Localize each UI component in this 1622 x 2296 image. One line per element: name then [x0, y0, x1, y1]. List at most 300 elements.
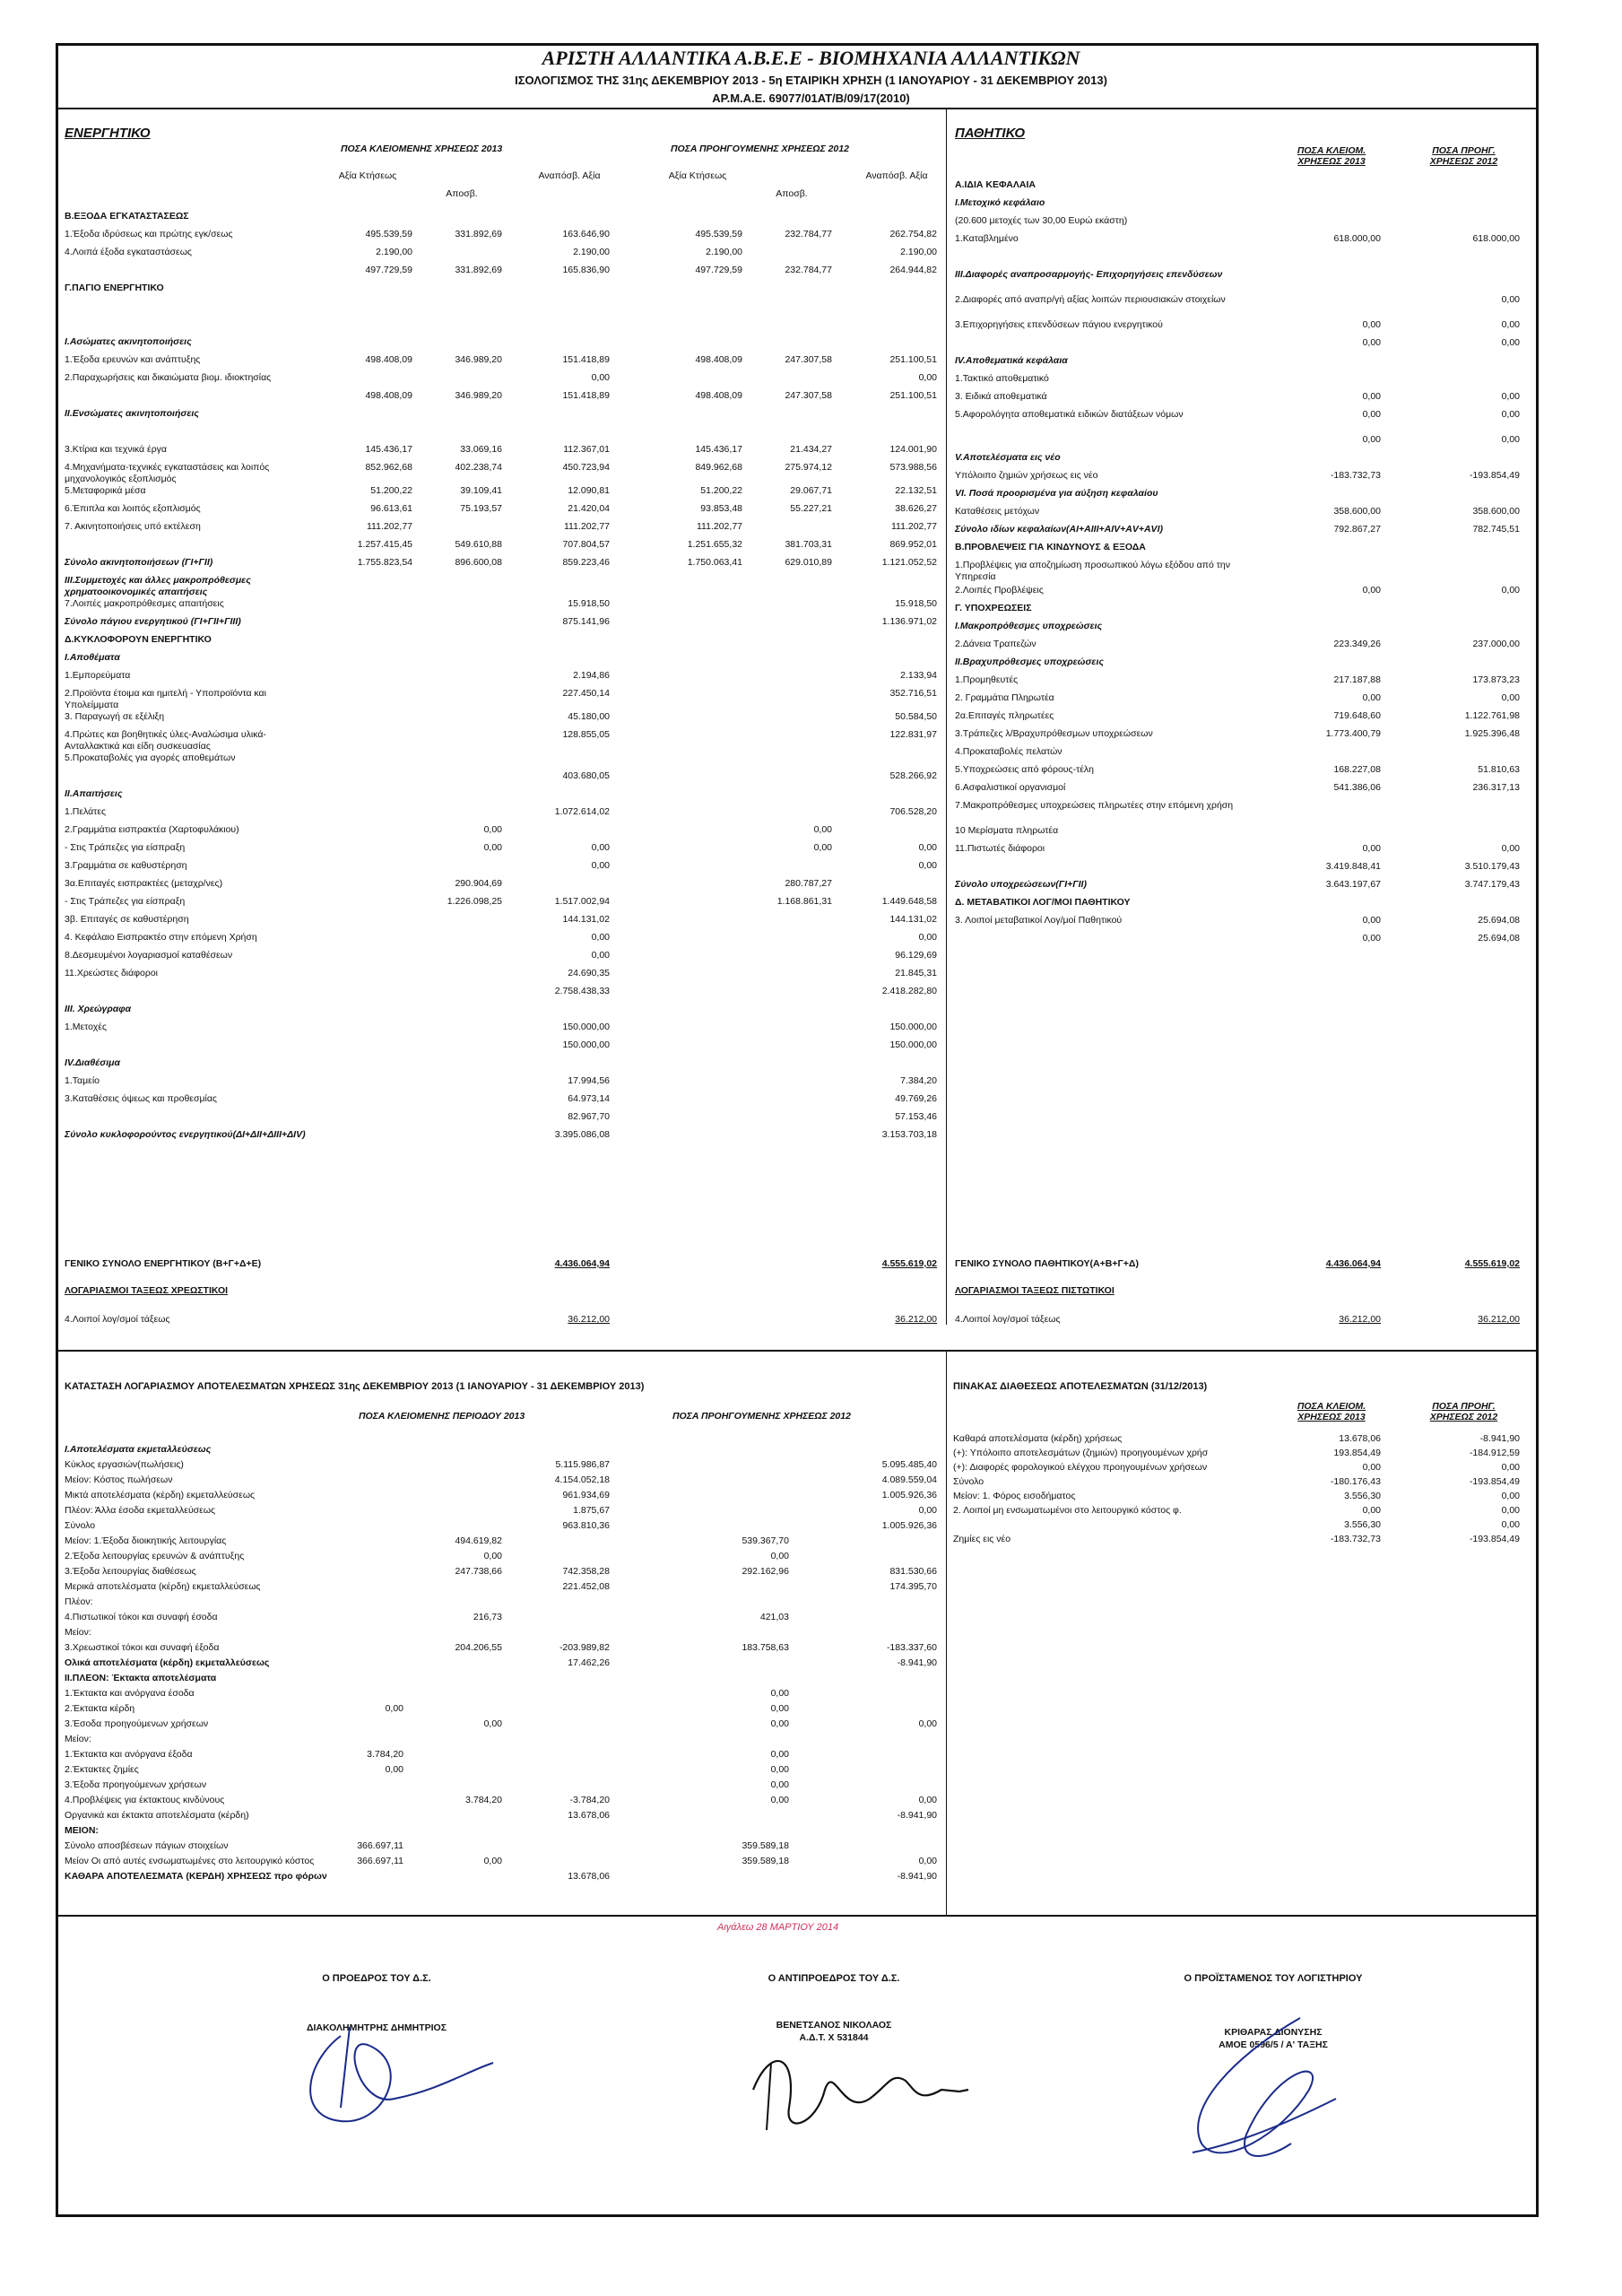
asset-row-value: 3.395.086,08 [554, 1129, 610, 1140]
income-row-value: 5.095.485,40 [881, 1459, 937, 1470]
asset-row-label: Β.ΕΞΟΔΑ ΕΓΚΑΤΑΣΤΑΣΕΩΣ [65, 211, 189, 222]
liab-memo-2012: 36.212,00 [1478, 1314, 1520, 1325]
asset-row-value: 0,00 [591, 932, 610, 943]
asset-row-value: 290.904,69 [455, 878, 502, 889]
income-row-value: 0,00 [770, 1764, 789, 1775]
liability-row-label: Σύνολο υποχρεώσεων(ΓΙ+ΓΙΙ) [955, 879, 1087, 890]
liability-row-label: 1.Τακτικό αποθεματικό [955, 373, 1049, 384]
asset-row-label: 7. Ακινητοποιήσεις υπό εκτέλεση [65, 521, 201, 532]
liability-row-value: 0,00 [1501, 843, 1520, 854]
income-col-2012: ΠΟΣΑ ΠΡΟΗΓΟΥΜΕΝΗΣ ΧΡΗΣΕΩΣ 2012 [672, 1411, 851, 1422]
asset-row-value: 852.962,68 [365, 462, 412, 473]
asset-row-value: 331.892,69 [455, 229, 502, 239]
liability-row-label: 3. Λοιποί μεταβατικοί Λογ/μοί Παθητικού [955, 915, 1123, 926]
asset-row-value: 2.190,00 [706, 247, 742, 257]
asset-row-value: 57.153,46 [895, 1111, 937, 1122]
asset-row-value: 2.758.438,33 [554, 986, 610, 996]
liability-row-value: 1.925.396,48 [1464, 728, 1520, 739]
asset-row-label: 1.Ταμείο [65, 1075, 100, 1086]
asset-row-value: 3.153.703,18 [881, 1129, 937, 1140]
assets-memo-2013: 36.212,00 [568, 1314, 610, 1325]
asset-row-value: 93.853,48 [700, 503, 742, 514]
income-row-value: -8.941,90 [897, 1871, 937, 1882]
appropriation-row-value: 3.556,30 [1344, 1491, 1381, 1501]
liability-row-label: Γ. ΥΠΟΧΡΕΩΣΕΙΣ [955, 603, 1032, 613]
asset-row-label: Δ.ΚΥΚΛΟΦΟΡΟΥΝ ΕΝΕΡΓΗΤΙΚΟ [65, 634, 212, 645]
liability-row-value: 237.000,00 [1472, 639, 1520, 649]
income-row-value: 5.115.986,87 [555, 1459, 610, 1470]
asset-row-label: 1.Πελάτες [65, 806, 107, 817]
income-row-value: 366.697,11 [357, 1856, 403, 1866]
asset-row-value: 12.090,81 [568, 485, 610, 496]
income-row-value: 0,00 [770, 1718, 789, 1729]
liability-row-label: 2α.Επιταγές πληρωτέες [955, 710, 1054, 721]
asset-row-value: 859.223,46 [562, 557, 610, 568]
asset-row-label: IV.Διαθέσιμα [65, 1057, 120, 1068]
assets-memo-title: ΛΟΓΑΡΙΑΣΜΟΙ ΤΑΞΕΩΣ ΧΡΕΩΣΤΙΚΟΙ [65, 1285, 229, 1296]
appropriation-row-value: -8.941,90 [1479, 1433, 1520, 1444]
asset-row-value: 498.408,09 [695, 354, 742, 365]
liability-row-label: 3.Τράπεζες λ/Βραχυπρόθεσμων υποχρεώσεων [955, 728, 1153, 739]
asset-row-value: 0,00 [591, 372, 610, 383]
asset-row-value: 112.367,01 [563, 444, 610, 455]
liability-row-value: 0,00 [1362, 585, 1381, 596]
accountant-signature [1166, 2000, 1363, 2179]
appropriation-row-value: 0,00 [1501, 1491, 1520, 1501]
income-row-label: Οργανικά και έκτακτα αποτελέσματα (κέρδη) [65, 1810, 249, 1821]
income-row-label: 3.Έσοδα προηγούμενων χρήσεων [65, 1718, 209, 1729]
income-row-label: 2.Έκτακτες ζημίες [65, 1764, 139, 1775]
liability-row-label: II.Βραχυπρόθεσμες υποχρεώσεις [955, 657, 1104, 667]
liabilities-total-label: ΓΕΝΙΚΟ ΣΥΝΟΛΟ ΠΑΘΗΤΙΚΟΥ(Α+Β+Γ+Δ) [955, 1258, 1139, 1269]
liability-row-label: 2.Λοιπές Προβλέψεις [955, 585, 1044, 596]
asset-row-value: 2.190,00 [376, 247, 412, 257]
assets-title: ΕΝΕΡΓΗΤΙΚΟ [65, 126, 151, 141]
appropriation-row-value: 0,00 [1501, 1462, 1520, 1473]
asset-row-value: 251.100,51 [889, 354, 937, 365]
asset-row-value: 64.973,14 [568, 1093, 610, 1104]
asset-row-value: 2.194,86 [573, 670, 610, 681]
asset-row-label: 2.Προϊόντα έτοιμα και ημιτελή - Υποπροϊόντα και Υπολείμματα [65, 688, 266, 710]
income-row-value: 0,00 [385, 1703, 403, 1714]
asset-row-value: 128.855,05 [562, 729, 610, 740]
appropriation-row-label: Μείον: 1. Φόρος εισοδήματος [953, 1491, 1076, 1501]
asset-row-value: 165.836,90 [562, 265, 610, 275]
asset-row-value: 111.202,77 [697, 521, 742, 532]
asset-row-value: 849.962,68 [695, 462, 742, 473]
liability-row-value: 0,00 [1362, 915, 1381, 926]
asset-row-label: 4.Λοιπά έξοδα εγκαταστάσεως [65, 247, 192, 257]
asset-row-value: 402.238,74 [455, 462, 502, 473]
income-row-value: 17.462,26 [568, 1657, 610, 1668]
income-row-value: 494.619,82 [455, 1535, 502, 1546]
col-depr-2013: Αποσβ. [446, 188, 478, 199]
liability-row-value: 358.600,00 [1472, 506, 1520, 517]
asset-row-label: 1.Εμπορεύματα [65, 670, 131, 681]
income-row-value: 221.452,08 [562, 1581, 610, 1592]
income-row-label: 2.Έξοδα λειτουργίας ερευνών & ανάπτυξης [65, 1551, 245, 1561]
income-row-value: 0,00 [918, 1795, 937, 1805]
appropriation-row-label: (+): Υπόλοιπο αποτελεσμάτων (ζημιών) προηγουμένων χρήσ [953, 1448, 1209, 1458]
income-row-value: 831.530,66 [889, 1566, 937, 1577]
asset-row-label: Σύνολο πάγιου ενεργητικού (ΓΙ+ΓΙΙ+ΓΙΙΙ) [65, 616, 241, 627]
liability-row-label: 3.Επιχορηγήσεις επενδύσεων πάγιου ενεργητικού [955, 319, 1163, 330]
asset-row-value: 21.434,27 [790, 444, 832, 455]
asset-row-value: 1.136.971,02 [881, 616, 937, 627]
asset-row-value: 381.703,31 [785, 539, 832, 550]
asset-row-value: 55.227,21 [790, 503, 832, 514]
asset-row-value: 0,00 [918, 842, 937, 853]
liability-row-value: 719.648,60 [1333, 710, 1381, 721]
asset-row-label: Σύνολο ακινητοποιήσεων (ΓΙ+ΓΙΙ) [65, 557, 213, 568]
liability-row-label: Υπόλοιπο ζημιών χρήσεως εις νέο [955, 470, 1098, 481]
liability-row-value: 0,00 [1362, 692, 1381, 703]
approp-col-2013: ΠΟΣΑ ΚΛΕΙΟΜ. ΧΡΗΣΕΩΣ 2013 [1297, 1401, 1366, 1422]
asset-row-value: 49.769,26 [895, 1093, 937, 1104]
asset-row-label: 3.Γραμμάτια σε καθυστέρηση [65, 860, 187, 871]
asset-row-value: 331.892,69 [455, 265, 502, 275]
income-row-value: 421,03 [759, 1612, 789, 1622]
income-row-value: 961.934,69 [562, 1490, 610, 1500]
liability-row-label: Καταθέσεις μετόχων [955, 506, 1040, 517]
income-row-label: 2.Έκτακτα κέρδη [65, 1703, 135, 1714]
column-divider [946, 109, 947, 1325]
income-row-value: 247.738,66 [455, 1566, 502, 1577]
signature-divider [56, 1915, 1539, 1917]
asset-row-label: - Στις Τράπεζες για είσπραξη [65, 842, 186, 853]
asset-row-value: 1.750.063,41 [687, 557, 742, 568]
asset-row-value: 0,00 [591, 842, 610, 853]
liability-row-value: 0,00 [1501, 319, 1520, 330]
liability-row-value: 0,00 [1362, 843, 1381, 854]
asset-row-value: 232.784,77 [785, 229, 832, 239]
liab-memo-title: ΛΟΓΑΡΙΑΣΜΟΙ ΤΑΞΕΩΣ ΠΙΣΤΩΤΙΚΟΙ [955, 1285, 1115, 1296]
liability-row-value: 0,00 [1501, 294, 1520, 305]
asset-row-value: 352.716,51 [889, 688, 937, 699]
liability-row-label: IV.Αποθεματικά κεφάλαια [955, 355, 1068, 366]
asset-row-value: 51.200,22 [370, 485, 412, 496]
asset-row-label: 3β. Επιταγές σε καθυστέρηση [65, 914, 189, 925]
appropriation-row-value: -180.176,43 [1330, 1476, 1381, 1487]
assets-total-label: ΓΕΝΙΚΟ ΣΥΝΟΛΟ ΕΝΕΡΓΗΤΙΚΟΥ (Β+Γ+Δ+Ε) [65, 1258, 262, 1269]
liability-row-label: V.Αποτελέσματα εις νέο [955, 452, 1061, 463]
liability-row-value: 25.694,08 [1478, 933, 1520, 944]
liability-row-value: 0,00 [1362, 409, 1381, 420]
asset-row-value: 497.729,59 [695, 265, 742, 275]
asset-row-value: 573.988,56 [889, 462, 937, 473]
appropriation-row-value: 0,00 [1501, 1519, 1520, 1530]
income-row-label: Μείον: Κόστος πωλήσεων [65, 1474, 173, 1485]
appropriation-row-value: -183.732,73 [1330, 1534, 1381, 1544]
vice-president-title: Ο ΑΝΤΙΠΡΟΕΔΡΟΣ ΤΟΥ Δ.Σ. [768, 1973, 900, 1984]
asset-row-value: 495.539,59 [695, 229, 742, 239]
liability-row-value: 173.873,23 [1472, 674, 1520, 685]
asset-row-value: 498.408,09 [365, 390, 412, 401]
liability-row-label: 1.Προβλέψεις για αποζημίωση προσωπικού λόγω εξόδου από την Υπηρεσία [955, 560, 1230, 582]
income-row-label: Ολικά αποτελέσματα (κέρδη) εκμεταλλεύσεως [65, 1657, 270, 1668]
income-row-value: 0,00 [918, 1856, 937, 1866]
asset-row-value: 1.449.648,58 [881, 896, 937, 907]
asset-row-value: 145.436,17 [365, 444, 412, 455]
asset-row-value: 227.450,14 [562, 688, 610, 699]
asset-row-label: 1.Μετοχές [65, 1022, 107, 1032]
income-row-value: -3.784,20 [569, 1795, 610, 1805]
income-row-label: Μείον: [65, 1627, 91, 1638]
asset-row-value: 0,00 [483, 824, 502, 835]
liability-row-value: 358.600,00 [1333, 506, 1381, 517]
president-title: Ο ΠΡΟΕΔΡΟΣ ΤΟΥ Δ.Σ. [322, 1973, 431, 1984]
income-row-value: 1.005.926,36 [881, 1520, 937, 1531]
assets-col-2013: ΠΟΣΑ ΚΛΕΙΟΜΕΝΗΣ ΧΡΗΣΕΩΣ 2013 [341, 144, 503, 154]
liab-memo-label: 4.Λοιποί λογ/σμοί τάξεως [955, 1314, 1061, 1325]
asset-row-value: 22.132,51 [895, 485, 937, 496]
appropriation-row-label: Ζημίες εις νέο [953, 1534, 1011, 1544]
asset-row-value: 2.190,00 [900, 247, 937, 257]
liability-row-label: VI. Ποσά προορισμένα για αύξηση κεφαλαίου [955, 488, 1158, 499]
asset-row-value: 29.067,71 [790, 485, 832, 496]
liability-row-value: 0,00 [1501, 409, 1520, 420]
liabilities-title: ΠΑΘΗΤΙΚΟ [955, 126, 1025, 141]
liability-row-value: 0,00 [1501, 337, 1520, 348]
asset-row-value: 111.202,77 [891, 521, 937, 532]
appropriation-title: ΠΙΝΑΚΑΣ ΔΙΑΘΕΣΕΩΣ ΑΠΟΤΕΛΕΣΜΑΤΩΝ (31/12/2013) [953, 1381, 1208, 1392]
appropriation-row-value: 13.678,06 [1339, 1433, 1381, 1444]
asset-row-value: 247.307,58 [785, 390, 832, 401]
liability-row-value: 3.747.179,43 [1464, 879, 1520, 890]
income-row-value: 359.589,18 [742, 1856, 789, 1866]
asset-row-value: 497.729,59 [365, 265, 412, 275]
liability-row-label: 11.Πιστωτές διάφοροι [955, 843, 1045, 854]
liability-row-label: Β.ΠΡΟΒΛΕΨΕΙΣ ΓΙΑ ΚΙΝΔΥΝΟΥΣ & ΕΞΟΔΑ [955, 542, 1146, 552]
approp-col-2012: ΠΟΣΑ ΠΡΟΗΓ. ΧΡΗΣΕΩΣ 2012 [1429, 1401, 1498, 1422]
liability-row-value: 51.810,63 [1478, 764, 1520, 775]
asset-row-value: 1.226.098,25 [447, 896, 502, 907]
asset-row-value: 707.804,57 [562, 539, 610, 550]
liability-row-label: 4.Προκαταβολές πελατών [955, 746, 1063, 757]
header-divider [56, 108, 1539, 109]
liability-row-value: 0,00 [1501, 391, 1520, 402]
income-row-label: 3.Έξοδα λειτουργίας διαθέσεως [65, 1566, 196, 1577]
liability-row-label: 2. Γραμμάτια Πληρωτέα [955, 692, 1054, 703]
income-row-label: Σύνολο αποσβέσεων πάγιων στοιχείων [65, 1840, 229, 1851]
asset-row-value: 144.131,02 [562, 914, 610, 925]
income-row-value: 3.784,20 [367, 1749, 403, 1760]
liability-row-value: 541.386,06 [1333, 782, 1381, 793]
income-title: ΚΑΤΑΣΤΑΣΗ ΛΟΓΑΡΙΑΣΜΟΥ ΑΠΟΤΕΛΕΣΜΑΤΩΝ ΧΡΗΣΕΩΣ 31ης ΔΕΚΕΜΒΡΙΟΥ 2013 (1 ΙΑΝΟΥΑΡΙΟΥ - 31 ΔΕΚΕΜΒΡΙΟΥ 2013) [65, 1381, 645, 1392]
asset-row-value: 111.202,77 [564, 521, 610, 532]
asset-row-label: 4. Κεφάλαιο Εισπρακτέο στην επόμενη Χρήση [65, 932, 257, 943]
asset-row-value: 247.307,58 [785, 354, 832, 365]
income-row-label: ΚΑΘΑΡΑ ΑΠΟΤΕΛΕΣΜΑΤΑ (ΚΕΡΔΗ) ΧΡΗΣΕΩΣ προ φόρων [65, 1871, 327, 1882]
liability-row-value: 0,00 [1501, 434, 1520, 445]
asset-row-label: 5.Μεταφορικά μέσα [65, 485, 146, 496]
asset-row-value: 275.974,12 [785, 462, 832, 473]
asset-row-value: 1.168.861,31 [776, 896, 832, 907]
asset-row-value: 0,00 [483, 842, 502, 853]
liability-row-label: 10 Μερίσματα πληρωτέα [955, 825, 1059, 836]
col-value-2012: Αξία Κτήσεως [668, 170, 727, 181]
asset-row-value: 15.918,50 [568, 598, 610, 609]
president-name: ΔΙΑΚΟΛΗΜΗΤΡΗΣ ΔΗΜΗΤΡΙΟΣ [306, 2022, 447, 2033]
asset-row-value: 232.784,77 [785, 265, 832, 275]
asset-row-label: I.Ασώματες ακινητοποιήσεις [65, 336, 192, 347]
asset-row-value: 38.626,27 [895, 503, 937, 514]
asset-row-value: 896.600,08 [455, 557, 502, 568]
liability-row-value: 3.643.197,67 [1325, 879, 1381, 890]
col-net-2012: Αναπόσβ. Αξία [865, 170, 928, 181]
asset-row-label: 4.Μηχανήματα-τεχνικές εγκαταστάσεις και λοιπός μηχανολογικός εξοπλισμός [65, 462, 270, 484]
appropriation-row-value: -193.854,49 [1469, 1534, 1520, 1544]
asset-row-value: 15.918,50 [895, 598, 937, 609]
liability-row-value: 236.317,13 [1472, 782, 1520, 793]
appropriation-row-label: (+): Διαφορές φορολογικού ελέγχου προηγουμένων χρήσεων [953, 1462, 1208, 1473]
lower-column-divider [946, 1352, 947, 1915]
liability-row-value: 0,00 [1501, 692, 1520, 703]
income-row-value: 4.154.052,18 [554, 1474, 610, 1485]
liability-row-value: 782.745,51 [1472, 524, 1520, 535]
asset-row-value: 0,00 [591, 950, 610, 961]
liability-row-value: 618.000,00 [1472, 233, 1520, 244]
income-row-label: ΙΙ.ΠΛΕΟΝ: Έκτακτα αποτελέσματα [65, 1673, 217, 1683]
asset-row-value: 96.129,69 [895, 950, 937, 961]
income-row-value: 204.206,55 [455, 1642, 502, 1653]
asset-row-value: 1.072.614,02 [554, 806, 610, 817]
appropriation-row-value: 193.854,49 [1333, 1448, 1381, 1458]
appropriation-row-value: -184.912,59 [1469, 1448, 1520, 1458]
col-value-2013: Αξία Κτήσεως [338, 170, 397, 181]
asset-row-value: 150.000,00 [562, 1022, 610, 1032]
income-row-label: 3.Έξοδα προηγούμενων χρήσεων [65, 1779, 207, 1790]
asset-row-value: 75.193,57 [460, 503, 502, 514]
liability-row-label: I.Μακροπρόθεσμες υποχρεώσεις [955, 621, 1103, 631]
asset-row-value: 21.845,31 [895, 968, 937, 978]
col-depr-2012: Αποσβ. [776, 188, 808, 199]
income-row-value: 539.367,70 [742, 1535, 789, 1546]
liability-row-value: 168.227,08 [1333, 764, 1381, 775]
asset-row-value: 251.100,51 [889, 390, 937, 401]
income-row-value: 0,00 [770, 1795, 789, 1805]
liability-row-label: 1.Προμηθευτές [955, 674, 1019, 685]
income-row-value: 13.678,06 [568, 1871, 610, 1882]
asset-row-value: 7.384,20 [900, 1075, 937, 1086]
asset-row-label: 1.Έξοδα ερευνών και ανάπτυξης [65, 354, 201, 365]
accountant-title: Ο ΠΡΟΪΣΤΑΜΕΝΟΣ ΤΟΥ ΛΟΓΙΣΤΗΡΙΟΥ [1184, 1973, 1363, 1984]
asset-row-value: 0,00 [813, 842, 832, 853]
asset-row-value: 869.952,01 [889, 539, 937, 550]
liab-col-2012: ΠΟΣΑ ΠΡΟΗΓ. ΧΡΗΣΕΩΣ 2012 [1429, 145, 1498, 167]
liability-row-label: 3. Ειδικά αποθεματικά [955, 391, 1047, 402]
appropriation-row-value: 3.556,30 [1344, 1519, 1381, 1530]
asset-row-value: 24.690,35 [568, 968, 610, 978]
section-divider [56, 1350, 1539, 1352]
income-row-value: 0,00 [918, 1718, 937, 1729]
vice-president-id: Α.Δ.Τ. Χ 531844 [799, 2032, 869, 2043]
income-row-label: 3.Χρεωστικοί τόκοι και συναφή έξοδα [65, 1642, 220, 1653]
asset-row-value: 528.266,92 [889, 770, 937, 781]
income-row-value: -8.941,90 [897, 1657, 937, 1668]
income-row-value: 0,00 [770, 1779, 789, 1790]
asset-row-value: 0,00 [813, 824, 832, 835]
asset-row-value: 111.202,77 [367, 521, 412, 532]
liability-row-value: 0,00 [1362, 933, 1381, 944]
income-row-value: 359.589,18 [742, 1840, 789, 1851]
liability-row-value: 1.122.761,98 [1464, 710, 1520, 721]
president-signature [287, 2009, 502, 2144]
assets-total-2012: 4.555.619,02 [881, 1258, 937, 1269]
income-col-2013: ΠΟΣΑ ΚΛΕΙΟΜΕΝΗΣ ΠΕΡΙΟΔΟΥ 2013 [359, 1411, 525, 1422]
asset-row-label: 5.Προκαταβολές για αγορές αποθεμάτων [65, 752, 236, 763]
asset-row-value: 150.000,00 [889, 1039, 937, 1050]
income-row-value: 174.395,70 [889, 1581, 937, 1592]
asset-row-value: 706.528,20 [889, 806, 937, 817]
assets-total-2013: 4.436.064,94 [554, 1258, 610, 1269]
asset-row-value: 2.418.282,80 [881, 986, 937, 996]
asset-row-value: 33.069,16 [460, 444, 502, 455]
liability-row-value: 1.773.400,79 [1325, 728, 1381, 739]
asset-row-label: 6.Έπιπλα και λοιπός εξοπλισμός [65, 503, 201, 514]
asset-row-value: 450.723,94 [562, 462, 610, 473]
income-row-value: 742.358,28 [562, 1566, 610, 1577]
liability-row-label: 7.Μακροπρόθεσμες υποχρεώσεις πληρωτέες στην επόμενη χρήση [955, 800, 1234, 811]
liability-row-label: Α.ΙΔΙΑ ΚΕΦΑΛΑΙΑ [955, 179, 1036, 190]
appropriation-row-value: 0,00 [1501, 1505, 1520, 1516]
asset-row-value: 498.408,09 [365, 354, 412, 365]
asset-row-value: 51.200,22 [700, 485, 742, 496]
liab-col-2013: ΠΟΣΑ ΚΛΕΙΟΜ. ΧΡΗΣΕΩΣ 2013 [1297, 145, 1366, 167]
asset-row-label: I.Αποθέματα [65, 652, 120, 663]
income-row-value: 0,00 [770, 1749, 789, 1760]
income-row-value: 0,00 [770, 1551, 789, 1561]
income-row-value: 3.784,20 [465, 1795, 502, 1805]
liability-row-value: -183.732,73 [1330, 470, 1381, 481]
asset-row-value: 0,00 [918, 860, 937, 871]
asset-row-value: 403.680,05 [562, 770, 610, 781]
asset-row-value: 124.001,90 [889, 444, 937, 455]
income-row-label: Σύνολο [65, 1520, 96, 1531]
asset-row-value: 498.408,09 [695, 390, 742, 401]
income-row-label: Μείον: [65, 1734, 91, 1744]
assets-memo-2012: 36.212,00 [895, 1314, 937, 1325]
income-row-value: 292.162,96 [742, 1566, 789, 1577]
asset-row-label: Γ.ΠΑΓΙΟ ΕΝΕΡΓΗΤΙΚΟ [65, 283, 164, 293]
income-row-value: 4.089.559,04 [881, 1474, 937, 1485]
asset-row-value: 50.584,50 [895, 711, 937, 722]
income-row-value: 366.697,11 [357, 1840, 403, 1851]
accountant-name: ΚΡΙΘΑΡΑΣ ΔΙΟΝΥΣΗΣ [1224, 2027, 1323, 2038]
asset-row-value: 1.257.415,45 [357, 539, 412, 550]
liability-row-label: Δ. ΜΕΤΑΒΑΤΙΚΟΙ ΛΟΓ/ΜΟΙ ΠΑΘΗΤΙΚΟΥ [955, 897, 1131, 908]
liability-row-value: 0,00 [1501, 585, 1520, 596]
asset-row-value: 1.121.052,52 [881, 557, 937, 568]
asset-row-value: 1.251.655,32 [687, 539, 742, 550]
liability-row-label: III.Διαφορές αναπροσαρμογής- Επιχορηγήσεις επενδύσεων [955, 269, 1223, 280]
asset-row-value: 21.420,04 [568, 503, 610, 514]
balance-sheet-subtitle: ΙΣΟΛΟΓΙΣΜΟΣ ΤΗΣ 31ης ΔΕΚΕΜΒΡΙΟΥ 2013 - 5η ΕΤΑΙΡΙΚΗ ΧΡΗΣΗ (1 ΙΑΝΟΥΑΡΙΟΥ - 31 ΔΕΚΕΜΒΡΙΟΥ 2013) [515, 74, 1107, 87]
signature-date: Αιγάλεω 28 ΜΑΡΤΙΟΥ 2014 [717, 1922, 839, 1933]
liability-row-value: 618.000,00 [1333, 233, 1381, 244]
asset-row-value: 82.967,70 [568, 1111, 610, 1122]
liability-row-value: 0,00 [1362, 337, 1381, 348]
liability-row-value: 792.867,27 [1333, 524, 1381, 535]
income-row-label: 1.Έκτακτα και ανόργανα έξοδα [65, 1749, 193, 1760]
asset-row-value: 145.436,17 [695, 444, 742, 455]
income-row-value: 1.875,67 [573, 1505, 610, 1516]
asset-row-label: 1.Έξοδα ιδρύσεως και πρώτης εγκ/σεως [65, 229, 233, 239]
liability-row-value: 3.419.848,41 [1325, 861, 1381, 872]
asset-row-value: 39.109,41 [460, 485, 502, 496]
registry-number: ΑΡ.Μ.Α.Ε. 69077/01ΑΤ/Β/09/17(2010) [712, 91, 910, 105]
asset-row-label: III. Χρεώγραφα [65, 1004, 132, 1014]
